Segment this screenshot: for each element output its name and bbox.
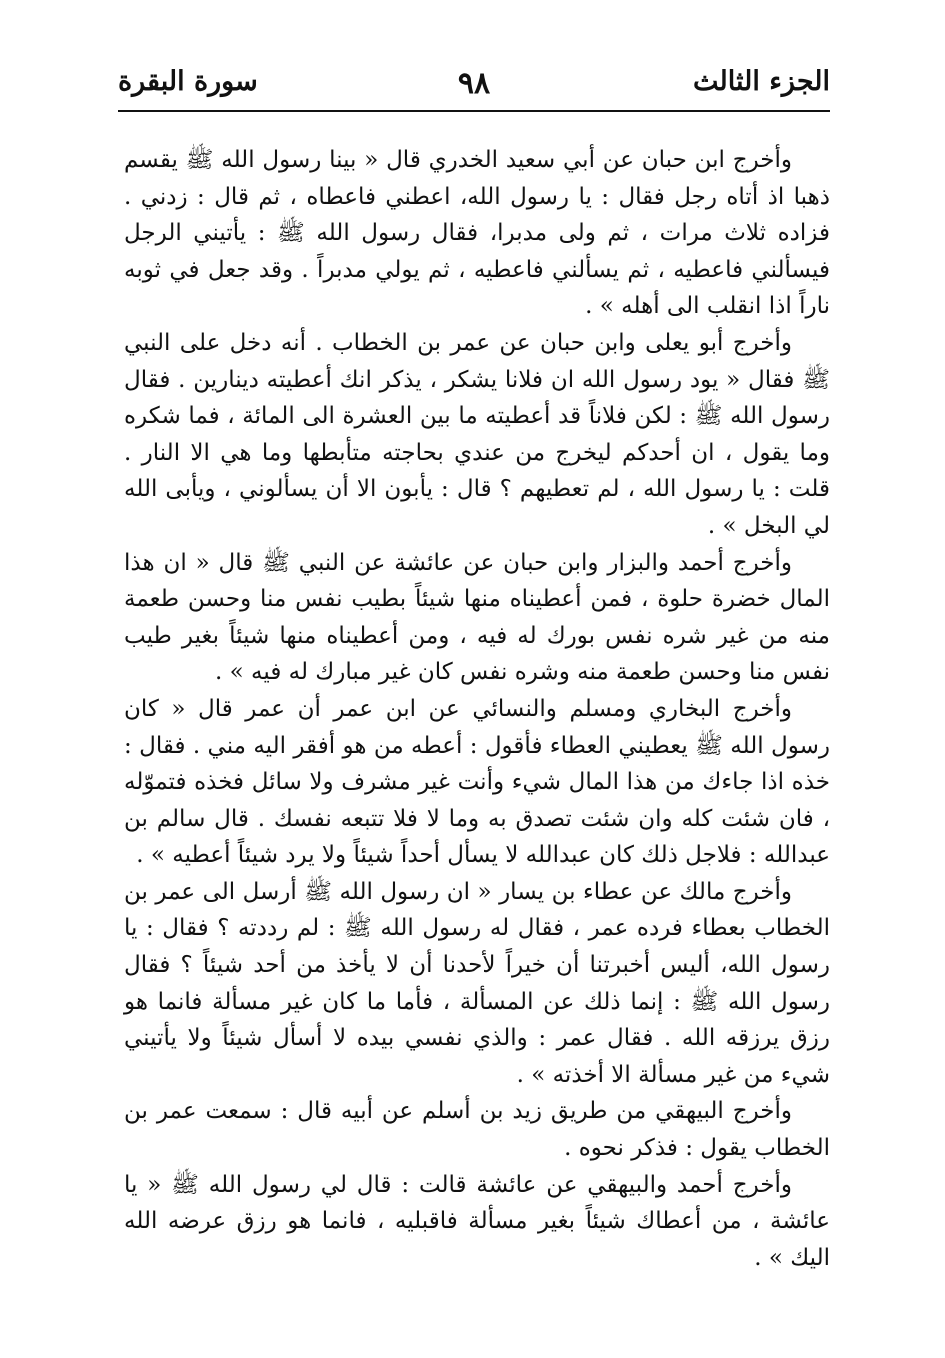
paragraph: وأخرج أبو يعلى وابن حبان عن عمر بن الخطاب . أنه دخل على النبي ﷺ فقال « يود رسول الله ان فلانا يشكر ، يذكر انك أعطيته دينارين . فقال رسول الله ﷺ : لكن فلاناً قد أعطيته ما بين العشرة الى المائة ، فما شكره وما يقول ، ان أحدكم ليخرج من عندي بحاجته متأبطها وما هي الا النار . قلت : يا رسول الله ، لم تعطيهم ؟ قال : يأبون الا أن يسألوني ، ويأبى الله لي البخل » . xyxy=(124,329,830,539)
part-title: الجزء الثالث xyxy=(693,66,830,97)
paragraph: وأخرج البخاري ومسلم والنسائي عن ابن عمر أن عمر قال « كان رسول الله ﷺ يعطيني العطاء فأقول : أعطه من هو أفقر اليه مني . فقال : خذه اذا جاءك من هذا المال شيء وأنت غير مشرف ولا سائل فخذه فتموّله ، فان شئت كله وان شئت تصدق به وما لا فلا تتبعه نفسك . قال سالم بن عبدالله : فلاجل ذلك كان عبدالله لا يسأل أحداً شيئاً ولا يرد شيئاً أعطيه » . xyxy=(124,695,830,869)
paragraph: وأخرج البيهقي من طريق زيد بن أسلم عن أبيه قال : سمعت عمر بن الخطاب يقول : فذكر نحوه . xyxy=(124,1098,830,1162)
paragraph: وأخرج مالك عن عطاء بن يسار « ان رسول الله ﷺ أرسل الى عمر بن الخطاب بعطاء فرده عمر ، فقال له رسول الله ﷺ : لم رددته ؟ فقال : يا رسول الله، أليس أخبرتنا أن خيراً لأحدنا أن لا يأخذ من أحد شيئاً ؟ فقال رسول الله ﷺ : إنما ذلك عن المسألة ، فأما ما كان غير مسألة فانما هو رزق يرزقه الله . فقال عمر : والذي نفسي بيده لا أسأل شيئاً ولا يأتيني شيء من غير مسألة الا أخذته » . xyxy=(124,878,830,1088)
paragraph: وأخرج أحمد والبزار وابن حبان عن عائشة عن النبي ﷺ قال « ان هذا المال خضرة حلوة ، فمن أعطيناه منها شيئاً بطيب نفس منا وحسن طعمة منه من غير شره نفس بورك له فيه ، ومن أعطيناه منها شيئاً بغير طيب نفس منا وحسن طعمة منه وشره نفس كان غير مبارك له فيه » . xyxy=(124,549,830,686)
page-header xyxy=(118,58,830,104)
surah-title: سورة البقرة xyxy=(118,66,258,97)
paragraph: وأخرج أحمد والبيهقي عن عائشة قالت : قال لي رسول الله ﷺ « يا عائشة ، من أعطاك شيئاً بغير مسألة فاقبليه ، فانما هو رزق عرضه الله اليك » . xyxy=(124,1171,830,1271)
page-body xyxy=(124,142,830,1276)
page-number: ٩٨ xyxy=(457,66,491,101)
paragraph: وأخرج ابن حبان عن أبي سعيد الخدري قال « بينا رسول الله ﷺ يقسم ذهبا اذ أتاه رجل فقال : يا رسول الله، اعطني فاعطاه ، ثم قال : زدني . فزاده ثلاث مرات ، ثم ولى مدبرا، فقال رسول الله ﷺ : يأتيني الرجل فيسألني فاعطيه ، ثم يسألني فاعطيه ، ثم يولي مدبراً . وقد جعل في ثوبه ناراً اذا انقلب الى أهله » . xyxy=(124,147,830,320)
header-rule xyxy=(118,110,830,112)
